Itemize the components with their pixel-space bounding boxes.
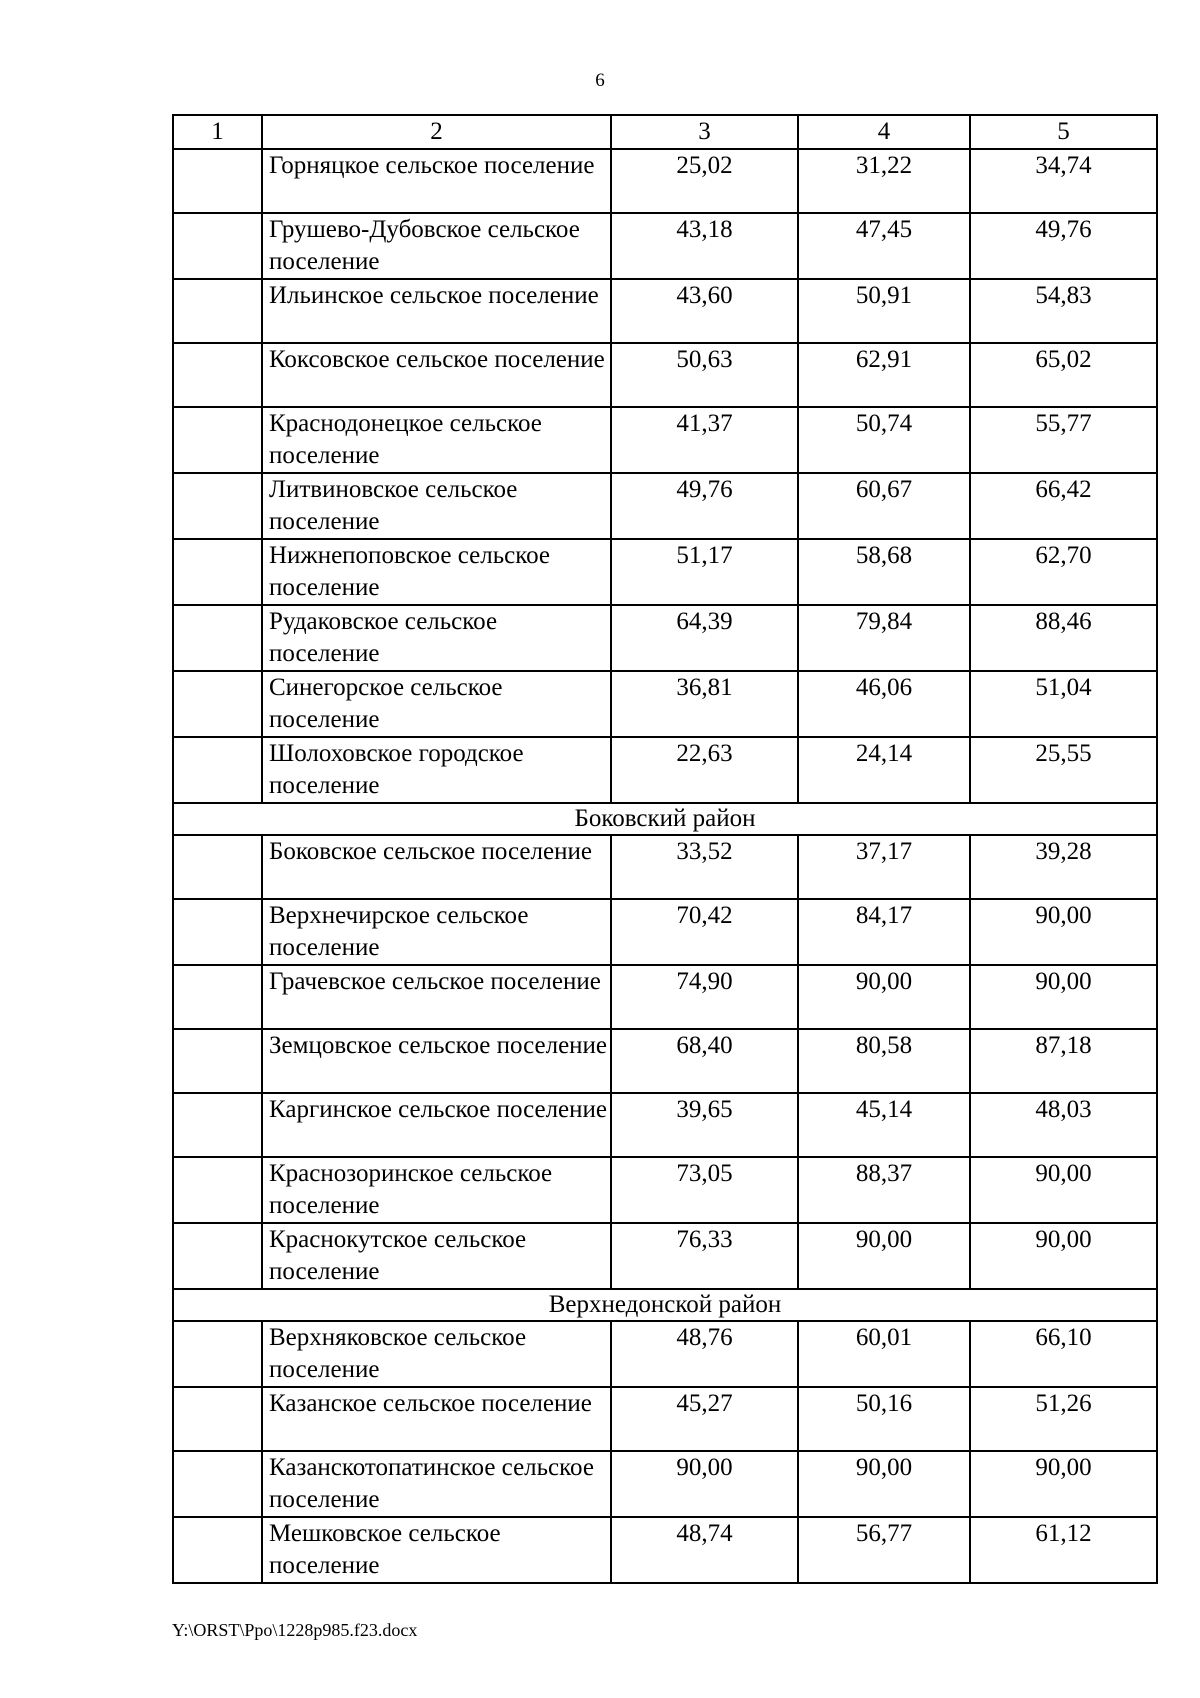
value-cell-col5: 55,77 <box>970 407 1157 473</box>
settlement-name-cell: Шолоховское городское поселение <box>262 737 611 803</box>
value-cell-col5: 90,00 <box>970 965 1157 1029</box>
value-cell-col4: 79,84 <box>798 605 970 671</box>
settlement-name-cell: Рудаковское сельское поселение <box>262 605 611 671</box>
table-row <box>173 671 1157 737</box>
row-number-cell <box>173 965 262 1029</box>
value-cell-col3: 90,00 <box>611 1451 798 1517</box>
column-header-3: 3 <box>611 115 798 149</box>
table-row <box>173 213 1157 279</box>
district-name: Верхнедонской район <box>173 1289 1157 1321</box>
value-cell-col3: 51,17 <box>611 539 798 605</box>
settlement-name-cell: Верхняковское сельское поселение <box>262 1321 611 1387</box>
table-row <box>173 1029 1157 1093</box>
value-cell-col5: 88,46 <box>970 605 1157 671</box>
value-cell-col3: 70,42 <box>611 899 798 965</box>
settlement-name-cell: Мешковское сельское поселение <box>262 1517 611 1583</box>
settlement-name-cell: Казанскотопатинское сельское поселение <box>262 1451 611 1517</box>
value-cell-col5: 48,03 <box>970 1093 1157 1157</box>
value-cell-col3: 39,65 <box>611 1093 798 1157</box>
row-number-cell <box>173 149 262 213</box>
settlement-name-cell: Боковское сельское поселение <box>262 835 611 899</box>
value-cell-col4: 84,17 <box>798 899 970 965</box>
row-number-cell <box>173 1223 262 1289</box>
settlement-name-cell: Горняцкое сельское поселение <box>262 149 611 213</box>
column-header-4: 4 <box>798 115 970 149</box>
value-cell-col5: 90,00 <box>970 1223 1157 1289</box>
table-row <box>173 899 1157 965</box>
value-cell-col3: 36,81 <box>611 671 798 737</box>
column-header-1: 1 <box>173 115 262 149</box>
value-cell-col3: 43,18 <box>611 213 798 279</box>
value-cell-col5: 66,10 <box>970 1321 1157 1387</box>
value-cell-col3: 68,40 <box>611 1029 798 1093</box>
value-cell-col4: 60,67 <box>798 473 970 539</box>
value-cell-col5: 65,02 <box>970 343 1157 407</box>
row-number-cell <box>173 737 262 803</box>
value-cell-col5: 62,70 <box>970 539 1157 605</box>
value-cell-col3: 74,90 <box>611 965 798 1029</box>
settlement-name-cell: Каргинское сельское поселение <box>262 1093 611 1157</box>
table-row <box>173 149 1157 213</box>
value-cell-col3: 48,74 <box>611 1517 798 1583</box>
row-number-cell <box>173 1517 262 1583</box>
table-row <box>173 605 1157 671</box>
value-cell-col5: 90,00 <box>970 899 1157 965</box>
value-cell-col4: 56,77 <box>798 1517 970 1583</box>
settlement-name-cell: Грушево-Дубовское сельское поселение <box>262 213 611 279</box>
row-number-cell <box>173 213 262 279</box>
settlement-name-cell: Нижнепоповское сельское поселение <box>262 539 611 605</box>
table-row <box>173 1093 1157 1157</box>
table-row <box>173 1321 1157 1387</box>
settlement-name-cell: Краснокутское сельское поселение <box>262 1223 611 1289</box>
table-row <box>173 1387 1157 1451</box>
page-number: 6 <box>595 70 605 91</box>
row-number-cell <box>173 899 262 965</box>
value-cell-col5: 51,04 <box>970 671 1157 737</box>
table-body <box>173 115 1157 1583</box>
table-row <box>173 835 1157 899</box>
table-row <box>173 343 1157 407</box>
value-cell-col4: 31,22 <box>798 149 970 213</box>
value-cell-col4: 37,17 <box>798 835 970 899</box>
district-heading-row <box>173 803 1157 835</box>
value-cell-col4: 80,58 <box>798 1029 970 1093</box>
table-row <box>173 1451 1157 1517</box>
settlement-name-cell: Земцовское сельское поселение <box>262 1029 611 1093</box>
row-number-cell <box>173 1451 262 1517</box>
value-cell-col3: 25,02 <box>611 149 798 213</box>
value-cell-col4: 90,00 <box>798 1223 970 1289</box>
value-cell-col4: 88,37 <box>798 1157 970 1223</box>
value-cell-col5: 54,83 <box>970 279 1157 343</box>
value-cell-col4: 90,00 <box>798 965 970 1029</box>
column-header-2: 2 <box>262 115 611 149</box>
table-header-row <box>173 115 1157 149</box>
settlement-name-cell: Синегорское сельское поселение <box>262 671 611 737</box>
settlement-name-cell: Краснодонецкое сельское поселение <box>262 407 611 473</box>
value-cell-col5: 49,76 <box>970 213 1157 279</box>
value-cell-col5: 87,18 <box>970 1029 1157 1093</box>
value-cell-col5: 34,74 <box>970 149 1157 213</box>
table-row <box>173 1517 1157 1583</box>
settlement-name-cell: Ильинское сельское поселение <box>262 279 611 343</box>
value-cell-col4: 50,91 <box>798 279 970 343</box>
row-number-cell <box>173 473 262 539</box>
district-heading-row <box>173 1289 1157 1321</box>
value-cell-col3: 48,76 <box>611 1321 798 1387</box>
value-cell-col4: 50,74 <box>798 407 970 473</box>
value-cell-col4: 46,06 <box>798 671 970 737</box>
row-number-cell <box>173 1387 262 1451</box>
footer-file-path: Y:\ORST\Ppo\1228p985.f23.docx <box>172 1620 418 1640</box>
settlement-name-cell: Верхнечирское сельское поселение <box>262 899 611 965</box>
value-cell-col5: 90,00 <box>970 1451 1157 1517</box>
row-number-cell <box>173 605 262 671</box>
table-row <box>173 407 1157 473</box>
settlement-name-cell: Грачевское сельское поселение <box>262 965 611 1029</box>
value-cell-col4: 24,14 <box>798 737 970 803</box>
value-cell-col3: 76,33 <box>611 1223 798 1289</box>
table-row <box>173 539 1157 605</box>
value-cell-col3: 73,05 <box>611 1157 798 1223</box>
value-cell-col5: 90,00 <box>970 1157 1157 1223</box>
value-cell-col5: 39,28 <box>970 835 1157 899</box>
settlement-name-cell: Коксовское сельское поселение <box>262 343 611 407</box>
value-cell-col3: 33,52 <box>611 835 798 899</box>
table-row <box>173 279 1157 343</box>
row-number-cell <box>173 1093 262 1157</box>
column-header-5: 5 <box>970 115 1157 149</box>
data-table <box>172 114 1158 1584</box>
value-cell-col3: 45,27 <box>611 1387 798 1451</box>
value-cell-col3: 50,63 <box>611 343 798 407</box>
row-number-cell <box>173 671 262 737</box>
row-number-cell <box>173 343 262 407</box>
row-number-cell <box>173 1321 262 1387</box>
table-row <box>173 473 1157 539</box>
district-name: Боковский район <box>173 803 1157 835</box>
value-cell-col3: 49,76 <box>611 473 798 539</box>
row-number-cell <box>173 279 262 343</box>
value-cell-col4: 90,00 <box>798 1451 970 1517</box>
value-cell-col5: 51,26 <box>970 1387 1157 1451</box>
value-cell-col4: 58,68 <box>798 539 970 605</box>
table-row <box>173 1223 1157 1289</box>
value-cell-col4: 45,14 <box>798 1093 970 1157</box>
table-row <box>173 1157 1157 1223</box>
table-row <box>173 965 1157 1029</box>
value-cell-col5: 66,42 <box>970 473 1157 539</box>
value-cell-col3: 43,60 <box>611 279 798 343</box>
value-cell-col5: 25,55 <box>970 737 1157 803</box>
value-cell-col3: 64,39 <box>611 605 798 671</box>
value-cell-col4: 60,01 <box>798 1321 970 1387</box>
value-cell-col5: 61,12 <box>970 1517 1157 1583</box>
row-number-cell <box>173 1029 262 1093</box>
value-cell-col4: 50,16 <box>798 1387 970 1451</box>
row-number-cell <box>173 539 262 605</box>
settlement-name-cell: Краснозоринское сельское поселение <box>262 1157 611 1223</box>
value-cell-col4: 62,91 <box>798 343 970 407</box>
row-number-cell <box>173 407 262 473</box>
value-cell-col3: 22,63 <box>611 737 798 803</box>
value-cell-col3: 41,37 <box>611 407 798 473</box>
settlement-name-cell: Литвиновское сельское поселение <box>262 473 611 539</box>
row-number-cell <box>173 1157 262 1223</box>
settlement-name-cell: Казанское сельское поселение <box>262 1387 611 1451</box>
value-cell-col4: 47,45 <box>798 213 970 279</box>
row-number-cell <box>173 835 262 899</box>
table-row <box>173 737 1157 803</box>
